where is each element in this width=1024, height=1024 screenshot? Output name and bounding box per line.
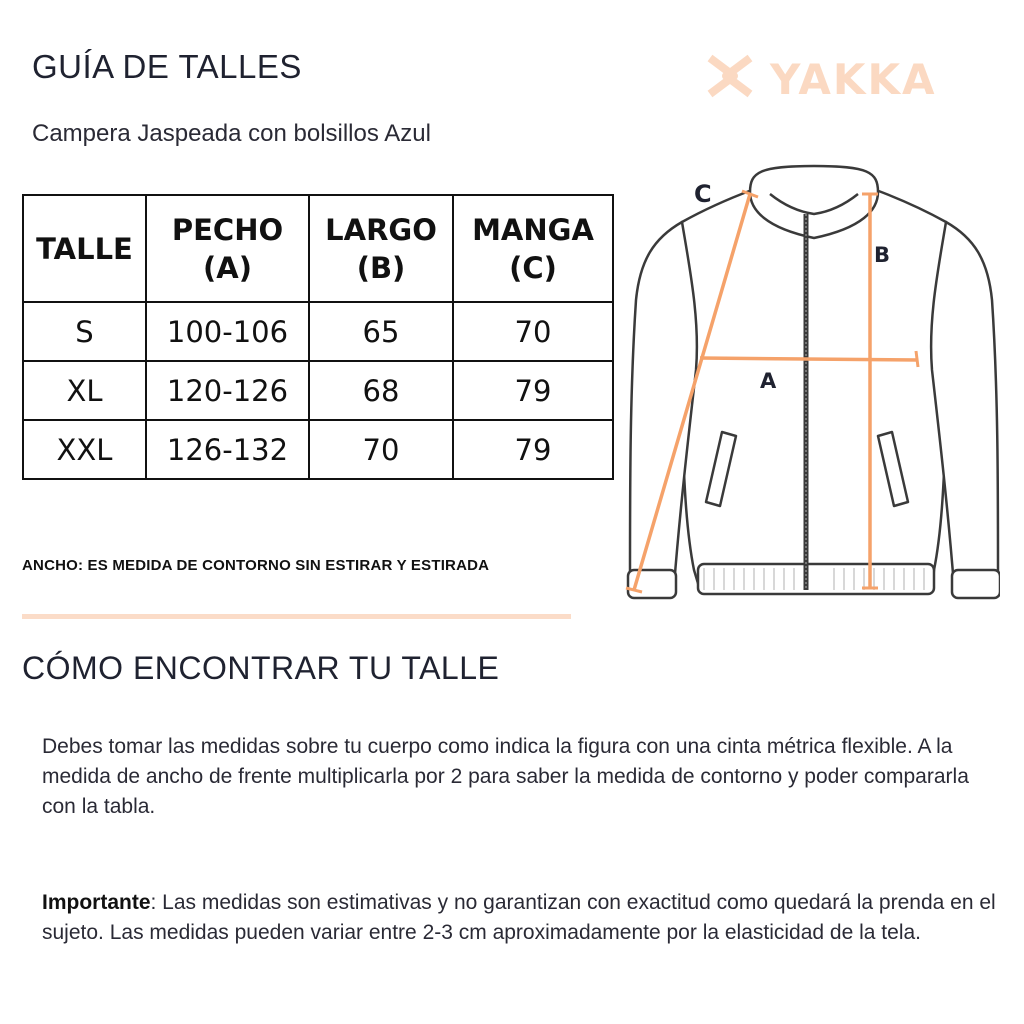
chest-cell: 100-106 — [146, 302, 309, 361]
jacket-right-cuff — [952, 570, 1000, 598]
important-label: Importante — [42, 891, 151, 914]
sleeve-cell: 79 — [453, 361, 613, 420]
column-header-size: TALLE — [23, 195, 146, 302]
table-row — [23, 361, 613, 420]
section-divider — [22, 614, 571, 619]
label-b: B — [874, 243, 891, 267]
label-a: A — [760, 369, 777, 393]
product-name: Campera Jaspeada con bolsillos Azul — [32, 120, 431, 147]
page-title: GUÍA DE TALLES — [32, 48, 302, 85]
column-header-chest: PECHO (A) — [146, 195, 309, 302]
chest-cell: 120-126 — [146, 361, 309, 420]
table-row — [23, 420, 613, 479]
sleeve-cell: 79 — [453, 420, 613, 479]
size-cell: S — [23, 302, 146, 361]
instructions-text: Debes tomar las medidas sobre tu cuerpo como indica la figura con una cinta métrica flexible. A la medida de ancho de frente multiplicarla por 2 para saber la medida de contorno y poder compararla con la tabla. — [42, 735, 969, 818]
size-table — [22, 194, 614, 480]
chest-cell: 126-132 — [146, 420, 309, 479]
label-c: C — [694, 180, 712, 208]
sleeve-cell: 70 — [453, 302, 613, 361]
jacket-body — [668, 190, 959, 590]
section-title: CÓMO ENCONTRAR TU TALLE — [22, 650, 500, 686]
column-header-length: LARGO (B) — [309, 195, 453, 302]
important-text: : Las medidas son estimativas y no garantizan con exactitud como quedará la prenda en el sujeto. Las medidas pueden variar entre 2-3 cm aproximadamente por la elasticidad de la tela. — [42, 891, 996, 944]
brand-name: YAKKA — [770, 55, 937, 100]
length-cell: 70 — [309, 420, 453, 479]
jacket-measurement-diagram — [600, 150, 1000, 620]
table-row — [23, 302, 613, 361]
column-header-sleeve: MANGA (C) — [453, 195, 613, 302]
measure-line-a — [700, 358, 918, 360]
length-cell: 68 — [309, 361, 453, 420]
width-note: ANCHO: ES MEDIDA DE CONTORNO SIN ESTIRAR Y ESTIRADA — [22, 557, 490, 574]
jacket-right-sleeve — [931, 222, 998, 586]
length-cell: 65 — [309, 302, 453, 361]
brand-logo — [706, 52, 958, 100]
size-cell: XL — [23, 361, 146, 420]
size-cell: XXL — [23, 420, 146, 479]
important-note — [42, 888, 1002, 948]
